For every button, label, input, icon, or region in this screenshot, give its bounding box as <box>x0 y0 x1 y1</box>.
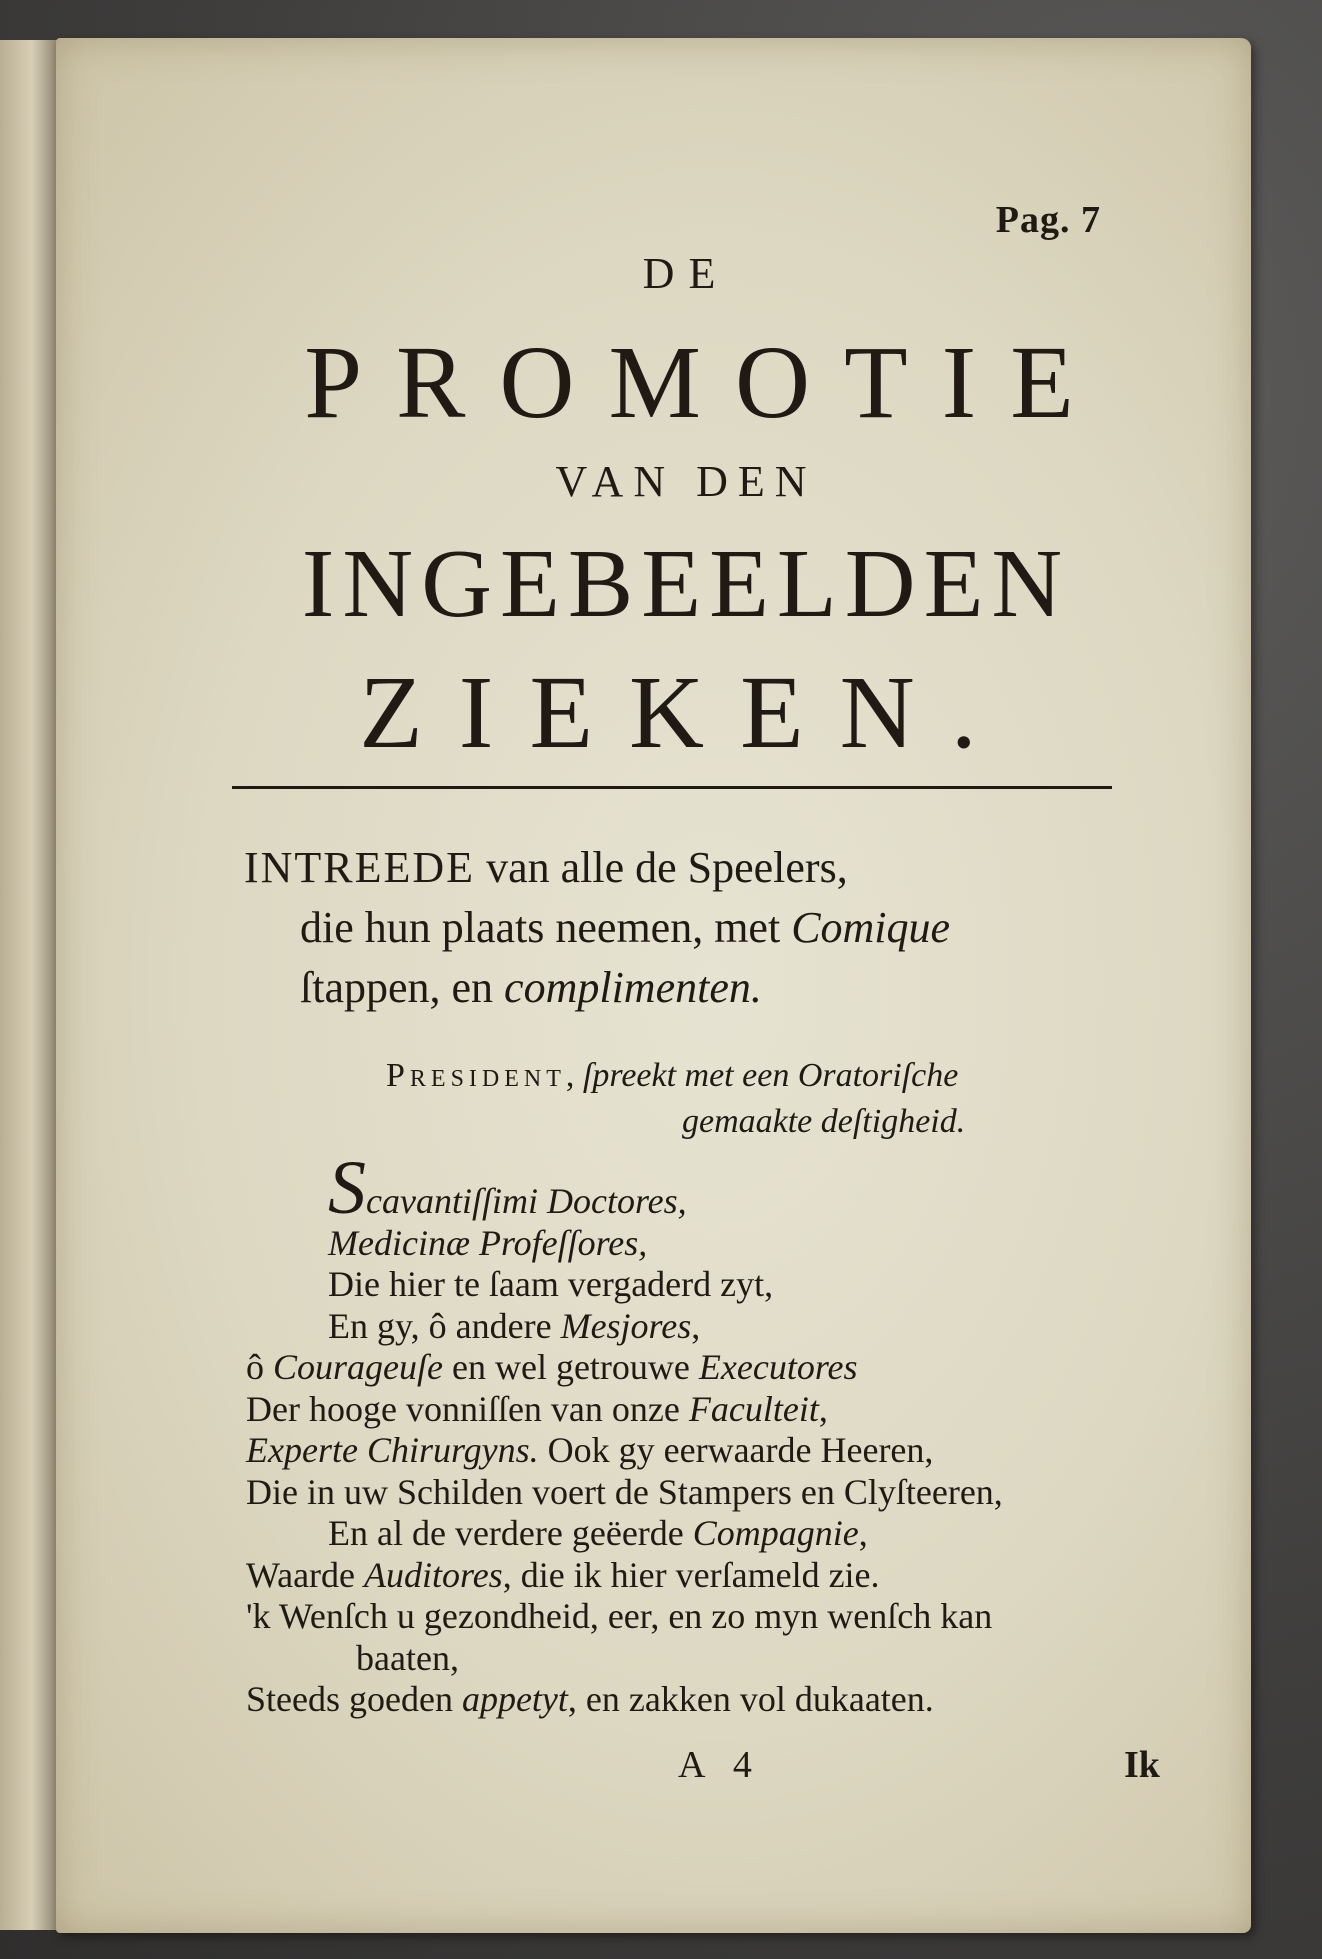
verse-line-7-b: Ook gy eerwaarde Heeren, <box>538 1430 934 1470</box>
intro-line-3-plain: ſtappen, en <box>300 963 505 1012</box>
verse-line-10-b: Auditores <box>364 1554 503 1595</box>
drop-cap: S <box>328 1146 366 1230</box>
facing-page-edge <box>0 40 60 1930</box>
verse-line-3: Die hier te ſaam vergaderd zyt, <box>328 1264 774 1304</box>
verse-line-9-b: Compagnie <box>692 1513 859 1553</box>
verse-line-6-c: , <box>818 1388 828 1429</box>
title-van-den: VAN DEN <box>555 457 817 506</box>
verse-line-8: Die in uw Schilden voert de Stampers en Clyſteeren, <box>246 1471 1003 1512</box>
page-number: Pag. 7 <box>995 199 1101 241</box>
verse-line-6-a: Der hooge vonniſſen van onze <box>246 1388 689 1429</box>
verse-line-9-a: En al de verdere geëerde <box>328 1513 693 1553</box>
verse-block <box>246 1146 1166 1721</box>
book-page <box>56 38 1251 1933</box>
verse-line-13-a: Steeds goeden <box>246 1679 462 1719</box>
verse-line-13-b: appetyt <box>461 1679 568 1719</box>
verse-line-4-a: En gy, ô andere <box>328 1305 561 1346</box>
speaker-comma: , <box>565 1057 583 1094</box>
verse-line-11: 'k Wenſch u gezondheid, eer, en zo myn wenſch kan <box>246 1596 993 1636</box>
verse-line-5-c: en wel getrouwe <box>442 1347 699 1387</box>
verse-line-10-c: , die ik hier verſameld zie. <box>502 1554 880 1595</box>
verse-line-13-c: , en zakken vol dukaaten. <box>567 1679 934 1719</box>
verse-line-2: Medicinæ Profeſſores, <box>328 1222 648 1263</box>
speaker-heading <box>386 1053 1146 1145</box>
title-zieken: ZIEKEN. <box>359 655 1013 770</box>
speaker-name: President <box>386 1057 566 1094</box>
verse-line-4 <box>246 1306 1166 1348</box>
verse-line-10 <box>246 1555 1166 1597</box>
speaker-direction-2: gemaakte deſtigheid. <box>682 1103 966 1140</box>
intro-line-2 <box>244 898 1144 958</box>
verse-line-5-b: Courageuſe <box>273 1347 443 1387</box>
intro-line-2-plain: die hun plaats neemen, met <box>300 903 792 952</box>
intro-lead: INTREEDE <box>244 843 476 892</box>
signature-mark: A 4 <box>678 1744 762 1786</box>
intro-line-1 <box>244 838 1144 898</box>
verse-line-5 <box>246 1347 1166 1389</box>
verse-line-7 <box>246 1430 1166 1472</box>
title-rule <box>232 786 1112 789</box>
verse-line-1-text: cavantiſſimi Doctores, <box>366 1181 687 1221</box>
verse-line-6-b: Faculteit <box>688 1388 819 1429</box>
verse-line-4-b: Mesjores <box>560 1305 692 1346</box>
verse-line-9-c: , <box>858 1513 868 1553</box>
verse-line-5-d: Executores <box>698 1347 858 1387</box>
speaker-direction-1: ſpreekt met een Oratoriſche <box>582 1057 959 1094</box>
verse-line-9 <box>246 1513 1166 1555</box>
catchword: Ik <box>1124 1744 1160 1786</box>
title-de: DE <box>642 249 730 298</box>
intro-line-3-italic: complimenten. <box>504 963 762 1012</box>
verse-line-7-a: Experte Chirurgyns. <box>246 1430 539 1470</box>
intro-line-3 <box>244 958 1144 1018</box>
stage-direction-intro <box>244 838 1144 1018</box>
speaker-line-1 <box>386 1053 1146 1099</box>
verse-line-6 <box>246 1389 1166 1431</box>
title-ingebeelden: INGEBEELDEN <box>301 530 1071 638</box>
title-promotie: PROMOTIE <box>304 325 1108 440</box>
verse-line-12: baaten, <box>356 1637 459 1678</box>
verse-line-10-a: Waarde <box>246 1554 365 1595</box>
verse-line-4-c: , <box>691 1305 701 1346</box>
verse-line-1 <box>246 1146 1166 1230</box>
verse-line-5-a: ô <box>246 1347 273 1387</box>
intro-line-1-rest: van alle de Speelers, <box>475 843 848 892</box>
intro-line-2-italic: Comique <box>791 903 951 952</box>
verse-line-13 <box>246 1679 1166 1721</box>
